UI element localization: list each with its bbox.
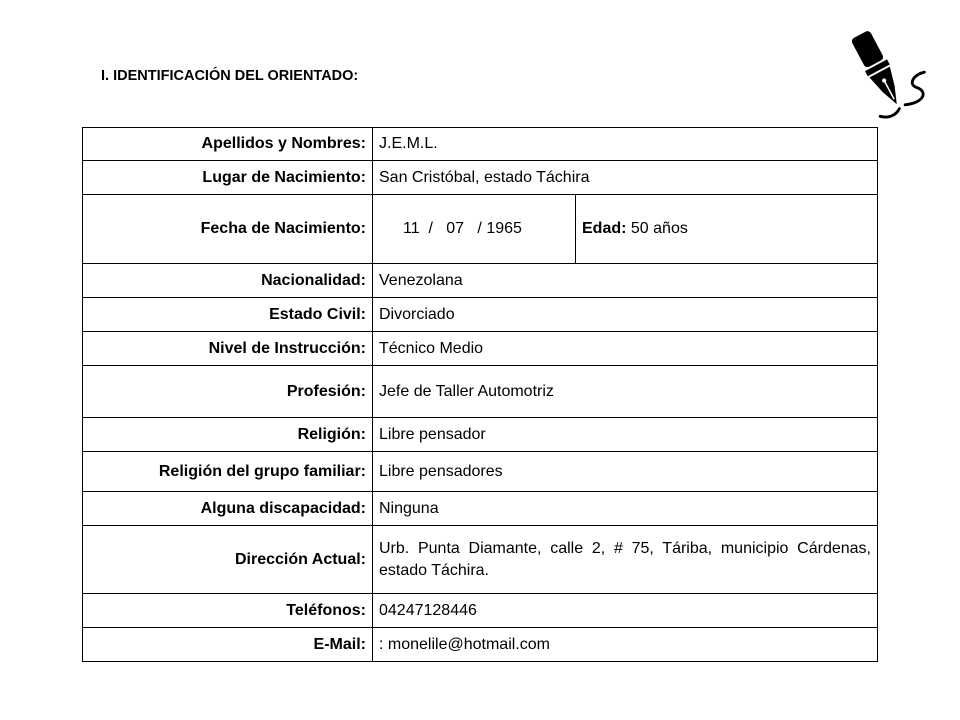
row-nombres <box>83 128 878 161</box>
value-fecha: 11 / 07 / 1965 <box>373 195 576 264</box>
label-nombres: Apellidos y Nombres: <box>83 128 373 161</box>
label-lugar: Lugar de Nacimiento: <box>83 161 373 195</box>
value-religion-familiar: Libre pensadores <box>373 452 878 492</box>
value-telefonos: 04247128446 <box>373 594 878 628</box>
value-nombres: J.E.M.L. <box>373 128 878 161</box>
label-telefonos: Teléfonos: <box>83 594 373 628</box>
value-religion: Libre pensador <box>373 418 878 452</box>
label-fecha: Fecha de Nacimiento: <box>83 195 373 264</box>
label-discapacidad: Alguna discapacidad: <box>83 492 373 526</box>
row-email <box>83 628 878 662</box>
edad-value: 50 años <box>630 220 688 237</box>
row-profesion <box>83 366 878 418</box>
row-religion-familiar <box>83 452 878 492</box>
label-email: E-Mail: <box>83 628 373 662</box>
fecha-anio: 1965 <box>486 220 522 237</box>
fecha-dia: 11 <box>403 220 420 237</box>
section-title: I. IDENTIFICACIÓN DEL ORIENTADO: <box>101 68 359 84</box>
row-discapacidad <box>83 492 878 526</box>
value-profesion: Jefe de Taller Automotriz <box>373 366 878 418</box>
label-instruccion: Nivel de Instrucción: <box>83 332 373 366</box>
row-direccion <box>83 526 878 594</box>
label-profesion: Profesión: <box>83 366 373 418</box>
value-email: : monelile@hotmail.com <box>373 628 878 662</box>
edad-label: Edad: <box>582 220 627 237</box>
value-nacionalidad: Venezolana <box>373 264 878 298</box>
row-telefonos <box>83 594 878 628</box>
label-direccion: Dirección Actual: <box>83 526 373 594</box>
identification-table <box>82 127 878 662</box>
value-lugar: San Cristóbal, estado Táchira <box>373 161 878 195</box>
row-instruccion <box>83 332 878 366</box>
fountain-pen-icon <box>836 28 932 124</box>
value-direccion: Urb. Punta Diamante, calle 2, # 75, Táriba, municipio Cárdenas, estado Táchira. <box>373 526 878 594</box>
label-estado-civil: Estado Civil: <box>83 298 373 332</box>
label-religion-familiar: Religión del grupo familiar: <box>83 452 373 492</box>
row-fecha <box>83 195 878 264</box>
value-edad <box>576 195 878 264</box>
value-discapacidad: Ninguna <box>373 492 878 526</box>
label-religion: Religión: <box>83 418 373 452</box>
fecha-mes: 07 <box>446 220 465 237</box>
value-instruccion: Técnico Medio <box>373 332 878 366</box>
label-nacionalidad: Nacionalidad: <box>83 264 373 298</box>
row-religion <box>83 418 878 452</box>
row-estado-civil <box>83 298 878 332</box>
value-estado-civil: Divorciado <box>373 298 878 332</box>
row-lugar <box>83 161 878 195</box>
row-nacionalidad <box>83 264 878 298</box>
